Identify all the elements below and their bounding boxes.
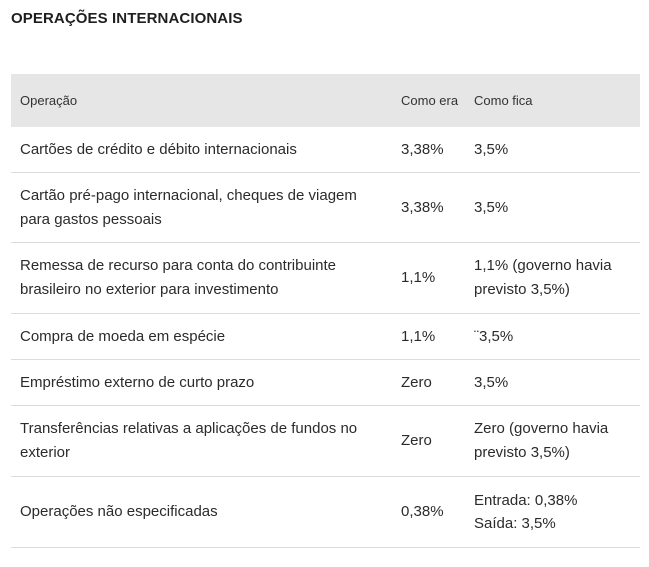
- como-fica-entrada: Entrada: 0,38%: [474, 492, 578, 509]
- cell-como-fica: 1,1% (governo havia previsto 3,5%): [463, 243, 640, 314]
- table-row: [11, 243, 640, 314]
- cell-como-fica: 3,5%: [463, 127, 640, 173]
- cell-como-era: 0,38%: [391, 477, 463, 548]
- column-header-como-fica: Como fica: [474, 93, 533, 108]
- table-row: [11, 173, 640, 243]
- table-row: [11, 127, 640, 173]
- table-row: [11, 314, 640, 360]
- column-header-como-era: Como era: [401, 93, 459, 108]
- cell-como-fica: ¨3,5%: [463, 314, 640, 360]
- cell-como-era: 3,38%: [391, 173, 463, 243]
- page-title: OPERAÇÕES INTERNACIONAIS: [11, 10, 243, 27]
- cell-operacao: Cartão pré-pago internacional, cheques de viagem para gastos pessoais: [11, 173, 391, 243]
- cell-como-era: Zero: [391, 360, 463, 406]
- operations-table: [11, 74, 640, 548]
- table-row: [11, 406, 640, 477]
- cell-como-fica: [463, 477, 640, 548]
- como-fica-saida: Saída: 3,5%: [474, 515, 556, 532]
- cell-operacao: Operações não especificadas: [11, 477, 391, 548]
- table-header: [11, 74, 640, 127]
- cell-como-fica: 3,5%: [463, 173, 640, 243]
- cell-como-era: 1,1%: [391, 243, 463, 314]
- cell-como-era: 1,1%: [391, 314, 463, 360]
- cell-operacao: Compra de moeda em espécie: [11, 314, 391, 360]
- table-body: [11, 127, 640, 548]
- cell-operacao: Transferências relativas a aplicações de fundos no exterior: [11, 406, 391, 477]
- cell-operacao: Cartões de crédito e débito internacionais: [11, 127, 391, 173]
- column-header-operacao: Operação: [20, 93, 78, 108]
- cell-como-fica: Zero (governo havia previsto 3,5%): [463, 406, 640, 477]
- cell-como-fica: 3,5%: [463, 360, 640, 406]
- cell-como-era: 3,38%: [391, 127, 463, 173]
- table-row: [11, 360, 640, 406]
- header-row: [11, 74, 640, 127]
- cell-como-era: Zero: [391, 406, 463, 477]
- table-row: [11, 477, 640, 548]
- cell-operacao: Empréstimo externo de curto prazo: [11, 360, 391, 406]
- cell-operacao: Remessa de recurso para conta do contribuinte brasileiro no exterior para investimento: [11, 243, 391, 314]
